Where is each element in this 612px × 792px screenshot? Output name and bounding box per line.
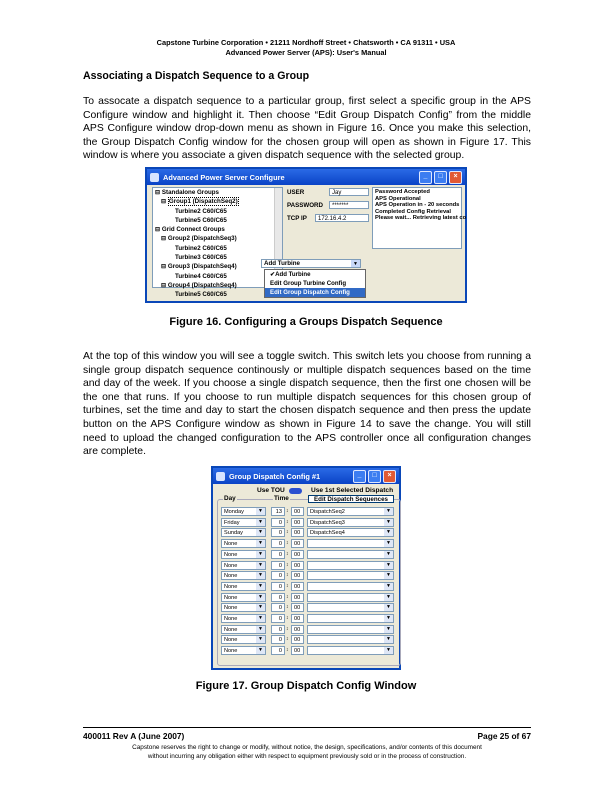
day-select[interactable]: None ▼ [221, 539, 266, 548]
footer-page-number: Page 25 of 67 [477, 731, 531, 741]
stepper-icon[interactable]: ↕ [286, 636, 289, 643]
sequence-select[interactable]: DispatchSeq2 ▼ [307, 507, 394, 516]
paragraph-2: At the top of this window you will see a toggle switch. This switch lets you choose from running a single group dispatch sequence continously or multiple dispatch sequences based on the time and day of the week. If you choose a single dispatch sequence, then the first one chosen will be the one that runs. If you choose to run multiple dispatch sequences for this chosen group of turbines, set the time and day to start the chosen dispatch sequence and then press the update button on the APS Configure window as shown in Figure 14 to save the change. You will still need to upload the changed configuration to the APS controller once all configuration changes are complete. [83, 351, 531, 458]
figure-17-caption: Figure 17. Group Dispatch Config Window [195, 680, 417, 692]
chevron-down-icon: ▼ [384, 583, 393, 590]
sequence-select[interactable] [307, 593, 394, 602]
chevron-down-icon: ▼ [256, 626, 265, 633]
aps-configure-title: Advanced Power Server Configure [163, 172, 285, 182]
sequence-select[interactable] [307, 635, 394, 644]
sequence-select[interactable] [307, 603, 394, 612]
menu-item-edit-dispatch-config[interactable]: Edit Group Dispatch Config [265, 288, 365, 297]
hour-input[interactable]: 0 [271, 571, 285, 580]
stepper-icon[interactable]: ↕ [286, 593, 289, 600]
sequence-select[interactable]: DispatchSeq3 ▼ [307, 518, 394, 527]
tree-item-selected[interactable]: ⊟ Group1 (DispatchSeq2) [161, 198, 238, 206]
stepper-icon[interactable]: ↕ [286, 582, 289, 589]
chevron-down-icon: ▼ [351, 260, 360, 267]
hour-input[interactable]: 0 [271, 550, 285, 559]
stepper-icon[interactable]: ↕ [286, 518, 289, 525]
sequence-select[interactable] [307, 539, 394, 548]
use-first-label: Use 1st Selected Dispatch [311, 487, 394, 494]
chevron-down-icon: ▼ [384, 529, 393, 536]
tcpip-label: TCP IP [287, 215, 307, 222]
aps-configure-window [145, 167, 467, 303]
menu-item-edit-turbine-config[interactable]: Edit Group Turbine Config [270, 280, 347, 287]
tree-item[interactable]: ⊟ Group4 (DispatchSeq4) [161, 281, 237, 289]
sequence-select[interactable] [307, 625, 394, 634]
group-dispatch-title: Group Dispatch Config #1 [229, 471, 321, 481]
chevron-down-icon: ▼ [384, 519, 393, 526]
chevron-down-icon: ▼ [256, 572, 265, 579]
hour-input[interactable]: 13 [271, 507, 285, 516]
group-dispatch-window [211, 466, 401, 670]
header-company: Capstone Turbine Corporation • 21211 Nordhoff Street • Chatsworth • CA 91311 • USA [156, 38, 456, 47]
stepper-icon[interactable]: ↕ [286, 647, 289, 654]
user-input[interactable]: Jay [329, 188, 369, 196]
sequence-select[interactable] [307, 582, 394, 591]
stepper-icon[interactable]: ↕ [286, 604, 289, 611]
tree-item[interactable]: Turbine4 C60/C65 [175, 272, 227, 280]
footer-disclaimer: Capstone reserves the right to change or modify, without notice, the design, specifications, and/or contents of this document without incurring any obligation either with respect to equipment previously sold or in the process of construction. [132, 744, 482, 760]
maximize-button[interactable]: □ [368, 470, 381, 483]
minimize-button[interactable]: _ [353, 470, 366, 483]
hour-input[interactable]: 0 [271, 539, 285, 548]
tcpip-input[interactable]: 172.16.4.2 [315, 214, 369, 222]
hour-input[interactable]: 0 [271, 561, 285, 570]
chevron-down-icon: ▼ [256, 647, 265, 654]
day-column-header: Day [224, 495, 236, 502]
tree-item[interactable]: Turbine5 C60/C65 [175, 216, 227, 224]
chevron-down-icon: ▼ [256, 562, 265, 569]
chevron-down-icon: ▼ [384, 562, 393, 569]
day-select[interactable]: Friday ▼ [221, 518, 266, 527]
stepper-icon[interactable]: ↕ [286, 572, 289, 579]
use-tou-label: Use TOU [257, 487, 285, 494]
day-select[interactable]: None ▼ [221, 635, 266, 644]
chevron-down-icon: ▼ [384, 540, 393, 547]
day-select[interactable]: None ▼ [221, 646, 266, 655]
sequence-select[interactable] [307, 571, 394, 580]
chevron-down-icon: ▼ [384, 572, 393, 579]
maximize-button[interactable]: □ [434, 171, 447, 184]
chevron-down-icon: ▼ [256, 604, 265, 611]
day-select[interactable]: None ▼ [221, 561, 266, 570]
time-column-header: Time [274, 495, 289, 502]
stepper-icon[interactable]: ↕ [286, 561, 289, 568]
minute-input[interactable]: 00 [291, 646, 304, 655]
aps-configure-titlebar [147, 169, 465, 185]
tree-item[interactable]: Turbine3 C60/C65 [175, 254, 227, 262]
close-button[interactable]: × [449, 171, 462, 184]
password-label: PASSWORD [287, 202, 323, 209]
hour-input[interactable]: 0 [271, 528, 285, 537]
day-select[interactable]: Sunday ▼ [221, 528, 266, 537]
minimize-button[interactable]: _ [419, 171, 432, 184]
chevron-down-icon: ▼ [384, 604, 393, 611]
chevron-down-icon: ▼ [384, 508, 393, 515]
hour-input[interactable]: 0 [271, 593, 285, 602]
stepper-icon[interactable]: ↕ [286, 540, 289, 547]
minute-input[interactable]: 00 [291, 614, 304, 623]
group-dispatch-titlebar [213, 468, 399, 484]
day-select[interactable]: None ▼ [221, 593, 266, 602]
stepper-icon[interactable]: ↕ [286, 508, 289, 514]
chevron-down-icon: ▼ [384, 636, 393, 643]
chevron-down-icon: ▼ [256, 508, 265, 515]
chevron-down-icon: ▼ [384, 615, 393, 622]
day-select[interactable]: None ▼ [221, 603, 266, 612]
password-input[interactable]: ******* [329, 201, 369, 209]
hour-input[interactable]: 0 [271, 625, 285, 634]
hour-input[interactable]: 0 [271, 582, 285, 591]
minute-input[interactable]: 00 [291, 550, 304, 559]
sequence-select[interactable] [307, 550, 394, 559]
chevron-down-icon: ▼ [256, 636, 265, 643]
chevron-down-icon: ▼ [256, 529, 265, 536]
footer-rule [83, 727, 531, 728]
page-header [0, 38, 612, 58]
chevron-down-icon: ▼ [256, 519, 265, 526]
day-select[interactable]: None ▼ [221, 614, 266, 623]
stepper-icon[interactable]: ↕ [286, 625, 289, 632]
edit-dispatch-sequences-button[interactable]: Edit Dispatch Sequences [308, 495, 394, 503]
stepper-icon[interactable]: ↕ [286, 529, 289, 536]
minute-input[interactable]: 00 [291, 635, 304, 644]
minute-input[interactable]: 00 [291, 571, 304, 580]
section-title: Associating a Dispatch Sequence to a Group [83, 70, 310, 82]
tree-item[interactable]: Turbine2 C60/C65 [175, 207, 227, 215]
day-select[interactable]: None ▼ [221, 550, 266, 559]
minute-input[interactable]: 00 [291, 593, 304, 602]
day-select[interactable]: None ▼ [221, 582, 266, 591]
tou-toggle-switch[interactable] [289, 488, 302, 494]
chevron-down-icon: ▼ [256, 583, 265, 590]
minute-input[interactable]: 00 [291, 518, 304, 527]
minute-input[interactable]: 00 [291, 507, 304, 516]
close-button[interactable]: × [383, 470, 396, 483]
status-log: Password Accepted APS Operational APS Operation in - 20 seconds Completed Config Retrieval Please wait... Retrieving latest co [372, 187, 462, 249]
hour-input[interactable]: 0 [271, 646, 285, 655]
sequence-select[interactable]: DispatchSeq4 ▼ [307, 528, 394, 537]
sequence-select[interactable] [307, 561, 394, 570]
app-icon [216, 472, 225, 481]
footer-doc-id: 400011 Rev A (June 2007) [83, 731, 185, 741]
app-icon [150, 173, 159, 182]
hour-input[interactable]: 0 [271, 518, 285, 527]
day-select[interactable]: None ▼ [221, 571, 266, 580]
sequence-select[interactable] [307, 614, 394, 623]
hour-input[interactable]: 0 [271, 635, 285, 644]
hour-input[interactable]: 0 [271, 603, 285, 612]
action-menu [264, 269, 366, 298]
chevron-down-icon: ▼ [384, 626, 393, 633]
tree-item[interactable]: Turbine5 C60/C65 [175, 291, 227, 299]
minute-input[interactable]: 00 [291, 561, 304, 570]
tree-item[interactable]: Turbine2 C60/C65 [175, 244, 227, 252]
paragraph-1: To assocate a dispatch sequence to a particular group, first select a specific group in the APS Configure window and highlight it. Then choose “Edit Group Dispatch Config” from the middle APS Configure window drop-down menu as shown in Figure 16. Once you make this selection, the Group Dispatch Config window for the chosen group will open as shown in Figure 17. This window is where you associate a given dispatch sequence with the selected group. [83, 96, 531, 162]
chevron-down-icon: ▼ [256, 615, 265, 622]
minute-input[interactable]: 00 [291, 528, 304, 537]
chevron-down-icon: ▼ [256, 540, 265, 547]
stepper-icon[interactable]: ↕ [286, 615, 289, 621]
figure-16-caption: Figure 16. Configuring a Groups Dispatch Sequence [169, 316, 443, 328]
minute-input[interactable]: 00 [291, 625, 304, 634]
sequence-select[interactable] [307, 646, 394, 655]
tree-item[interactable]: ⊟ Grid Connect Groups [155, 226, 225, 234]
chevron-down-icon: ▼ [384, 594, 393, 601]
tree-item[interactable]: ⊟ Group2 (DispatchSeq3) [161, 235, 237, 243]
stepper-icon[interactable]: ↕ [286, 550, 289, 557]
action-dropdown[interactable]: Add Turbine ▼ [261, 259, 361, 268]
day-select[interactable]: Monday ▼ [221, 507, 266, 516]
day-select[interactable]: None ▼ [221, 625, 266, 634]
user-label: USER [287, 189, 305, 196]
hour-input[interactable]: 0 [271, 614, 285, 623]
tree-item[interactable]: ⊟ Group3 (DispatchSeq4) [161, 263, 237, 271]
menu-item-add-turbine[interactable]: ✔Add Turbine [270, 271, 311, 278]
minute-input[interactable]: 00 [291, 603, 304, 612]
chevron-down-icon: ▼ [256, 551, 265, 558]
minute-input[interactable]: 00 [291, 539, 304, 548]
chevron-down-icon: ▼ [384, 647, 393, 654]
header-manual: Advanced Power Server (APS): User's Manual [225, 48, 387, 57]
minute-input[interactable]: 00 [291, 582, 304, 591]
chevron-down-icon: ▼ [256, 594, 265, 601]
tree-item[interactable]: ⊟ Standalone Groups [155, 189, 219, 196]
chevron-down-icon: ▼ [384, 551, 393, 558]
